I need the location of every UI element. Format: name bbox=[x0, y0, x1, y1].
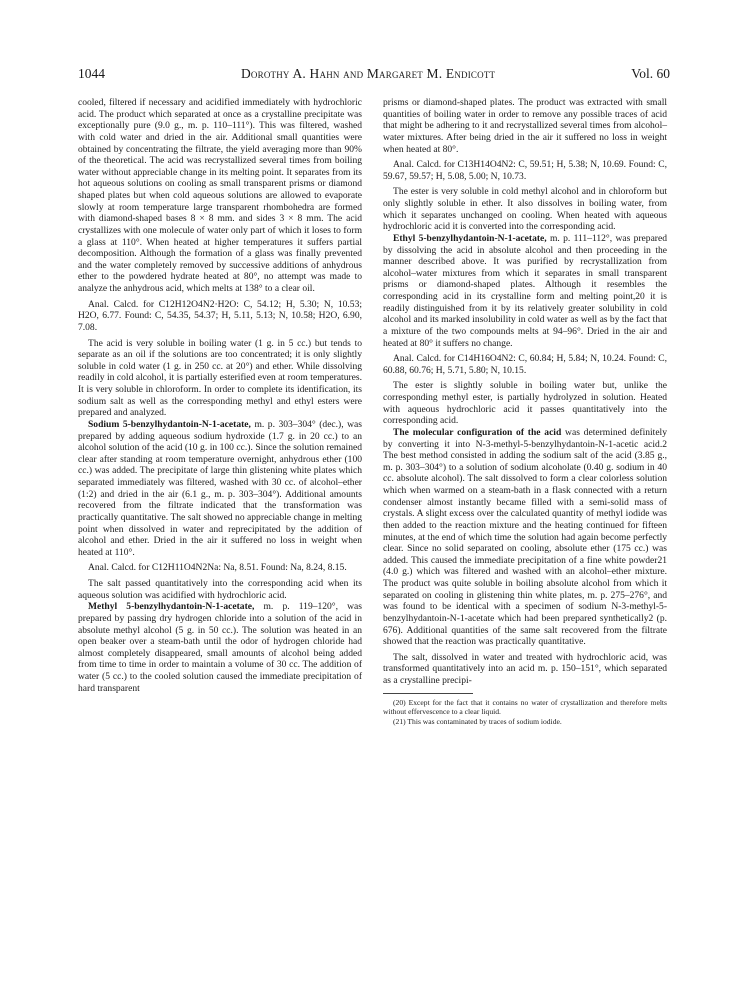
running-header bbox=[78, 66, 670, 86]
paragraph: The ester is very soluble in cold methyl alcohol and in chloroform but only slightly soluble in ether. It also dissolves in boiling water, from which it separates unchanged on cooling. When heated with aqueous hydrochloric acid it is converted into the corresponding acid. bbox=[383, 186, 667, 233]
paragraph: cooled, filtered if necessary and acidified immediately with hydrochloric acid. The product which separated at once as a crystalline precipitate was exceptionally pure (9.0 g., m. p. 110–111°). This was filtered, washed with cold water and dried in the air. Additional small quantities were obtained by concentrating the filtrate, the yield averaging more than 90% of the theoretical. The acid was recrystallized several times from boiling water without appreciable change in its melting point. It separates from its hot aqueous solutions on cooling as small transparent prisms or diamond shaped plates but when cold aqueous solutions are allowed to evaporate slowly at room temperature large transparent rhombohedra are formed with diamond-shaped bases 8 × 8 mm. and sides 3 × 8 mm. The acid crystallizes with one molecule of water only part of which it loses to form a glass at 110°. When heated at higher temperatures it suffers partial decomposition. Although the formation of a glass was finally prevented and the water completely removed by successive additions of anhydrous ether to the powdered hydrate heated at 80°, no attempt was made to analyze the anhydrous acid, which melts at 138° to a clear oil. bbox=[78, 97, 362, 294]
paragraph: Sodium 5-benzylhydantoin-N-1-acetate, m. p. 303–304° (dec.), was prepared by adding aqueous sodium hydroxide (1.7 g. in 20 cc.) to an alcohol solution of the acid (10 g. in 100 cc.). Since the solution remained clear after standing at room temperature overnight, anhydrous ether (100 cc.) was added. The precipitate of large thin glistening white plates which separated immediately was filtered, washed with 30 cc. of alcohol–ether (1:2) and dried in the air (6.1 g., m. p. 303–304°). Additional amounts recovered from the filtrate indicated that the transformation was practically quantitative. The salt showed no appreciable change in melting point when dissolved in water and reprecipitated by the addition of alcohol and ether. Dried in the air it suffered no loss in weight when heated at 110°. bbox=[78, 418, 363, 558]
analysis-line: Anal. Calcd. for C14H16O4N2: C, 60.84; H, 5.84; N, 10.24. Found: C, 60.88, 60.76; H, 5.71, 5.80; N, 10.15. bbox=[383, 353, 667, 376]
paragraph: The molecular configuration of the acid was determined definitely by converting it into N-3-methyl-5-benzylhydantoin-N-1-acetic acid.2 The best method consisted in adding the sodium salt of the acid (3.85 g., m. p. 303–304°) to a solution of sodium alcoholate (0.40 g. sodium in 40 cc. absolute alcohol). The salt dissolved to form a clear colorless solution which when warmed on a steam-bath in a flask connected with a return condenser almost instantly became filled with a semi-solid mass of crystals. A slight excess over the calculated quantity of methyl iodide was then added to the reaction mixture and the heating continued for fifteen minutes, at the end of which time the solution had again become perfectly clear. Since no solid separated on cooling, absolute ether (175 cc.) was added. This caused the immediate precipitation of a fine white powder21 (4.0 g.) which was filtered and washed with an alcohol–ether mixture. The product was quite soluble in boiling absolute alcohol from which it separated on cooling in glistening thin white plates, m. p. 275–276°, and was found to be identical with a specimen of sodium N-3-methyl-5-benzylhydantoin-N-1-acetate which had been prepared synthetically2 (p. 676). Additional quantities of the same salt recovered from the filtrate showed that the reaction was practically quantitative. bbox=[383, 426, 667, 648]
footnote: (21) This was contaminated by traces of sodium iodide. bbox=[393, 716, 562, 726]
paragraph: The salt, dissolved in water and treated with hydrochloric acid, was transformed quantitatively into an acid m. p. 150–151°, which separated as a crystalline precipi- bbox=[383, 651, 667, 686]
footnote: (20) Except for the fact that it contains no water of crystallization and therefore melts without effervescence to a clear liquid. bbox=[383, 697, 667, 717]
paragraph: The salt passed quantitatively into the corresponding acid when its aqueous solution was acidified with hydrochloric acid. bbox=[78, 578, 362, 601]
running-authors: Dorothy A. Hahn and Margaret M. Endicott bbox=[240, 66, 496, 81]
analysis-line: Anal. Calcd. for C12H11O4N2Na: Na, 8.51. Found: Na, 8.24, 8.15. bbox=[88, 562, 347, 574]
page-number: 1044 bbox=[78, 66, 105, 81]
right-column bbox=[383, 97, 667, 726]
paragraph: Methyl 5-benzylhydantoin-N-1-acetate, m. p. 119–120°, was prepared by passing dry hydrogen chloride into a solution of the acid in absolute methyl alcohol (5 g. in 50 cc.). The solution was heated in an open beaker over a steam-bath until the odor of hydrogen chloride had almost completely disappeared, small amounts of alcohol being added from time to time in order to maintain a volume of 30 cc. The addition of water (5 cc.) to the cooled solution caused the immediate precipitation of hard transparent bbox=[78, 601, 362, 694]
paragraph: Ethyl 5-benzylhydantoin-N-1-acetate, m. p. 111–112°, was prepared by dissolving the acid in absolute alcohol and then proceeding in the manner described above. It was purified by recrystallization from alcohol–water mixtures from which it separates in small transparent prisms or diamond-shaped plates. Although it resembles the corresponding acid in its crystalline form and melting point,20 it is readily distinguished from it by its relatively greater solubility in cold alcohol and its marked insolubility in cold water as well as by the fact that a mixture of the two compounds melts at 94–96°. Dried in the air and heated at 80° it suffers no change. bbox=[383, 232, 667, 349]
paragraph: prisms or diamond-shaped plates. The product was extracted with small quantities of boiling water in order to remove any possible traces of acid that might be adhering to it and recrystallized several times from alcohol–water mixtures. After being dried in the air it suffered no loss in weight when heated at 80°. bbox=[383, 97, 667, 155]
paragraph: The acid is very soluble in boiling water (1 g. in 5 cc.) but tends to separate as an oil if the solutions are too concentrated; it is only slightly soluble in cold water (1 g. in 250 cc. at 20°) and ether. While dissolving readily in cold alcohol, it is partially esterified even at room temperatures. It is very soluble in chloroform. In order to complete its identification, its sodium salt as well as the corresponding methyl and ethyl esters were prepared and analyzed. bbox=[78, 337, 362, 419]
volume-label: Vol. 60 bbox=[631, 66, 670, 81]
analysis-line: Anal. Calcd. for C12H12O4N2·H2O: C, 54.12; H, 5.30; N, 10.53; H2O, 6.77. Found: C, 54.35, 54.37; H, 5.11, 5.13; N, 10.58; H2O, 6.90, 7.08. bbox=[78, 298, 362, 333]
paragraph: The ester is slightly soluble in boiling water but, unlike the corresponding methyl ester, is partially hydrolyzed in solution. Heated with aqueous hydrochloric acid it passes quantitatively into the corresponding acid. bbox=[383, 380, 667, 427]
footnote-rule bbox=[383, 693, 473, 694]
left-column bbox=[78, 97, 362, 694]
analysis-line: Anal. Calcd. for C13H14O4N2: C, 59.51; H, 5.38; N, 10.69. Found: C, 59.67, 59.57; H, 5.08, 5.00; N, 10.73. bbox=[383, 159, 667, 182]
